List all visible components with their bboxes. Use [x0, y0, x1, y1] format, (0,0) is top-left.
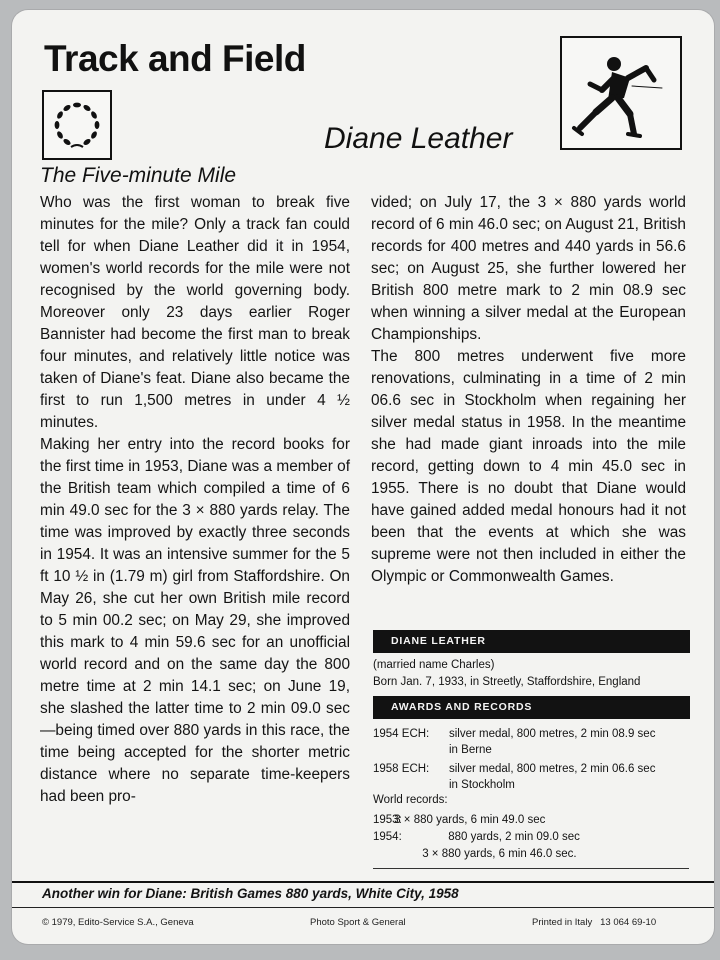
award-location: in Stockholm: [449, 779, 515, 791]
photo-caption: Another win for Diane: British Games 880 yards, White City, 1958: [42, 886, 459, 901]
article-subtitle: The Five-minute Mile: [40, 164, 237, 187]
laurel-wreath-icon: [42, 90, 112, 160]
bio-heading: DIANE LEATHER: [373, 630, 690, 653]
copyright-text: © 1979, Edito-Service S.A., Geneva: [42, 917, 194, 928]
award-detail: silver medal, 800 metres, 2 min 08.9 sec: [449, 728, 656, 740]
record-year: 1953:: [373, 814, 402, 826]
record-text: 3 × 880 yards, 6 min 49.0 sec: [394, 814, 546, 826]
sprinter-icon: [560, 36, 682, 150]
card-code: 13 064 69-10: [600, 917, 657, 928]
record-text: 880 yards, 2 min 09.0 sec: [448, 831, 580, 843]
sprinter-graphic: [562, 38, 680, 148]
print-info: [532, 917, 656, 928]
award-label: 1958 ECH:: [373, 763, 430, 775]
award-detail: silver medal, 800 metres, 2 min 06.6 sec: [449, 763, 656, 775]
divider: [12, 907, 714, 908]
world-record-row: [373, 846, 577, 862]
award-location: in Berne: [449, 744, 492, 756]
bio-married-name: (married name Charles): [373, 659, 495, 671]
sport-title: Track and Field: [44, 38, 306, 79]
award-item: [373, 761, 689, 793]
divider: [373, 868, 689, 869]
right-text-column: [371, 192, 686, 588]
award-item: [373, 726, 689, 758]
paragraph: vided; on July 17, the 3 × 880 yards world record of 6 min 46.0 sec; on August 21, British records for 400 metres and 440 yards in 56.6 sec; on August 25, she further lowered her British 800 metre mark to 2 min 08.9 sec when winning a silver medal at the European Championships.: [371, 194, 686, 343]
world-record-row: [373, 812, 545, 828]
award-label: 1954 ECH:: [373, 728, 430, 740]
laurel-wreath-graphic: [49, 97, 105, 153]
paragraph: Making her entry into the record books for the first time in 1953, Diane was a member of the British team which compiled a time of 6 min 49.0 sec for the 3 × 880 yards relay. The time was improved by exactly three seconds in 1954. It was an intensive summer for the 5 ft 10 ½ in (1.79 m) girl from Staffordshire. On May 26, she cut her own British mile record to 5 min 00.2 sec; on May 29, she improved this mark to 4 min 59.6 sec for an unofficial world record and on the same day the 800 metre time at 2 min 14.1 sec; on June 19, she slashed the latter time to 2 min 09.0 sec—being timed over 880 yards in this race, the time being accepted for the shorter metric distance where no separate time-keepers had been pro-: [40, 436, 350, 805]
bio-birth: Born Jan. 7, 1933, in Streetly, Staffordshire, England: [373, 676, 641, 688]
record-year: 1954:: [373, 831, 402, 843]
athlete-name: Diane Leather: [324, 122, 513, 155]
world-records-heading: World records:: [373, 794, 448, 806]
paragraph: Who was the first woman to break five minutes for the mile? Only a track fan could tell for when Diane Leather did it in 1954, women's world records for the mile were not recognised by the world governing body. Moreover only 23 days earlier Roger Bannister had become the first man to break four minutes, and relatively little notice was taken of Diane's feat. Diane also became the first to run 1,500 metres in under 4 ½ minutes.: [40, 194, 350, 431]
left-text-column: [40, 192, 350, 808]
photo-credit: Photo Sport & General: [310, 917, 406, 928]
paragraph: The 800 metres underwent five more renovations, culminating in a time of 2 min 06.6 sec in Stockholm when regaining her silver medal status in 1958. In the meantime she had made giant inroads into the mile record, getting down to 4 min 45.0 sec in 1955. There is no doubt that Diane would have gained added medal honours had it not been that the events at which she was supreme were not then included in either the Olympic or Commonwealth Games.: [371, 348, 686, 585]
world-record-row: [373, 829, 580, 845]
awards-heading: AWARDS AND RECORDS: [373, 696, 690, 719]
printed-in: Printed in Italy: [532, 917, 593, 928]
record-text: 3 × 880 yards, 6 min 46.0 sec.: [422, 848, 577, 860]
divider: [12, 881, 714, 883]
